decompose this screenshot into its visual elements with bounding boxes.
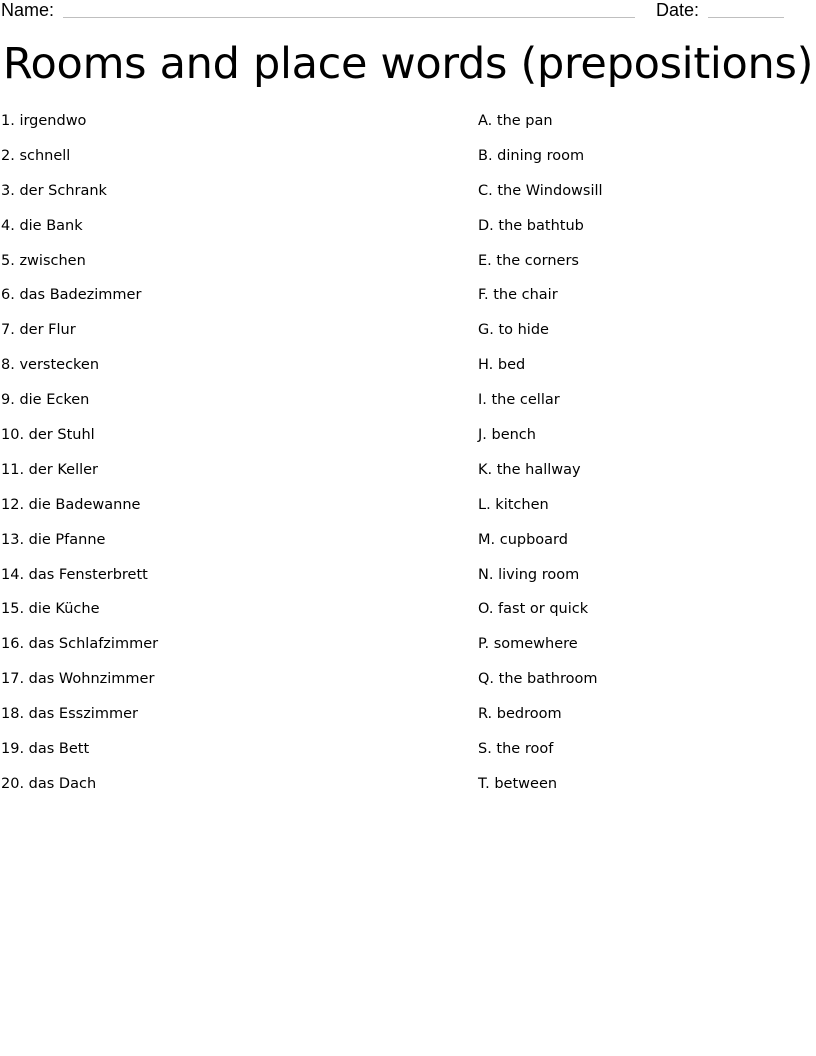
definition-item: S. the roof [478, 741, 554, 758]
terms-list [1, 104, 441, 802]
definitions-list [478, 104, 808, 802]
term-item: 9. die Ecken [1, 392, 90, 409]
name-field-line[interactable] [63, 17, 635, 18]
term-item: 11. der Keller [1, 461, 99, 478]
term-item: 4. die Bank [1, 217, 83, 234]
term-item: 19. das Bett [1, 741, 90, 758]
worksheet-header [0, 0, 816, 24]
definition-item: Q. the bathroom [478, 671, 598, 688]
term-item: 20. das Dach [1, 775, 97, 792]
term-item: 1. irgendwo [1, 113, 87, 129]
definition-item: M. cupboard [478, 531, 568, 548]
term-item: 2. schnell [1, 147, 71, 164]
definition-item: P. somewhere [478, 636, 578, 653]
term-item: 5. zwischen [1, 252, 86, 269]
term-item: 13. die Pfanne [1, 531, 106, 548]
worksheet-title: Rooms and place words (prepositions) [2, 39, 814, 89]
term-item: 18. das Esszimmer [1, 706, 138, 723]
definition-item: E. the corners [478, 252, 579, 269]
definition-item: T. between [478, 775, 558, 792]
term-item: 3. der Schrank [1, 182, 107, 199]
definition-item: G. to hide [478, 322, 549, 339]
date-label: Date: [656, 0, 700, 20]
name-label: Name: [1, 0, 55, 20]
definition-item: F. the chair [478, 287, 558, 304]
term-item: 14. das Fensterbrett [1, 566, 148, 583]
term-item: 7. der Flur [1, 322, 76, 339]
term-item: 10. der Stuhl [1, 427, 95, 444]
term-item: 6. das Badezimmer [1, 287, 142, 304]
definition-item: A. the pan [478, 113, 553, 129]
definition-item: H. bed [478, 357, 526, 374]
term-item: 16. das Schlafzimmer [1, 636, 159, 653]
definition-item: R. bedroom [478, 706, 562, 723]
term-item: 15. die Küche [1, 601, 100, 618]
term-item: 17. das Wohnzimmer [1, 671, 155, 688]
definition-item: O. fast or quick [478, 601, 589, 618]
definition-item: K. the hallway [478, 461, 581, 478]
term-item: 12. die Badewanne [1, 496, 141, 513]
definition-item: B. dining room [478, 147, 585, 164]
definition-item: N. living room [478, 566, 580, 583]
definition-item: D. the bathtub [478, 217, 584, 234]
definition-item: I. the cellar [478, 392, 560, 409]
definition-item: C. the Windowsill [478, 182, 603, 199]
definition-item: J. bench [478, 427, 536, 444]
term-item: 8. verstecken [1, 357, 100, 374]
definition-item: L. kitchen [478, 496, 549, 513]
date-field-line[interactable] [708, 17, 784, 18]
